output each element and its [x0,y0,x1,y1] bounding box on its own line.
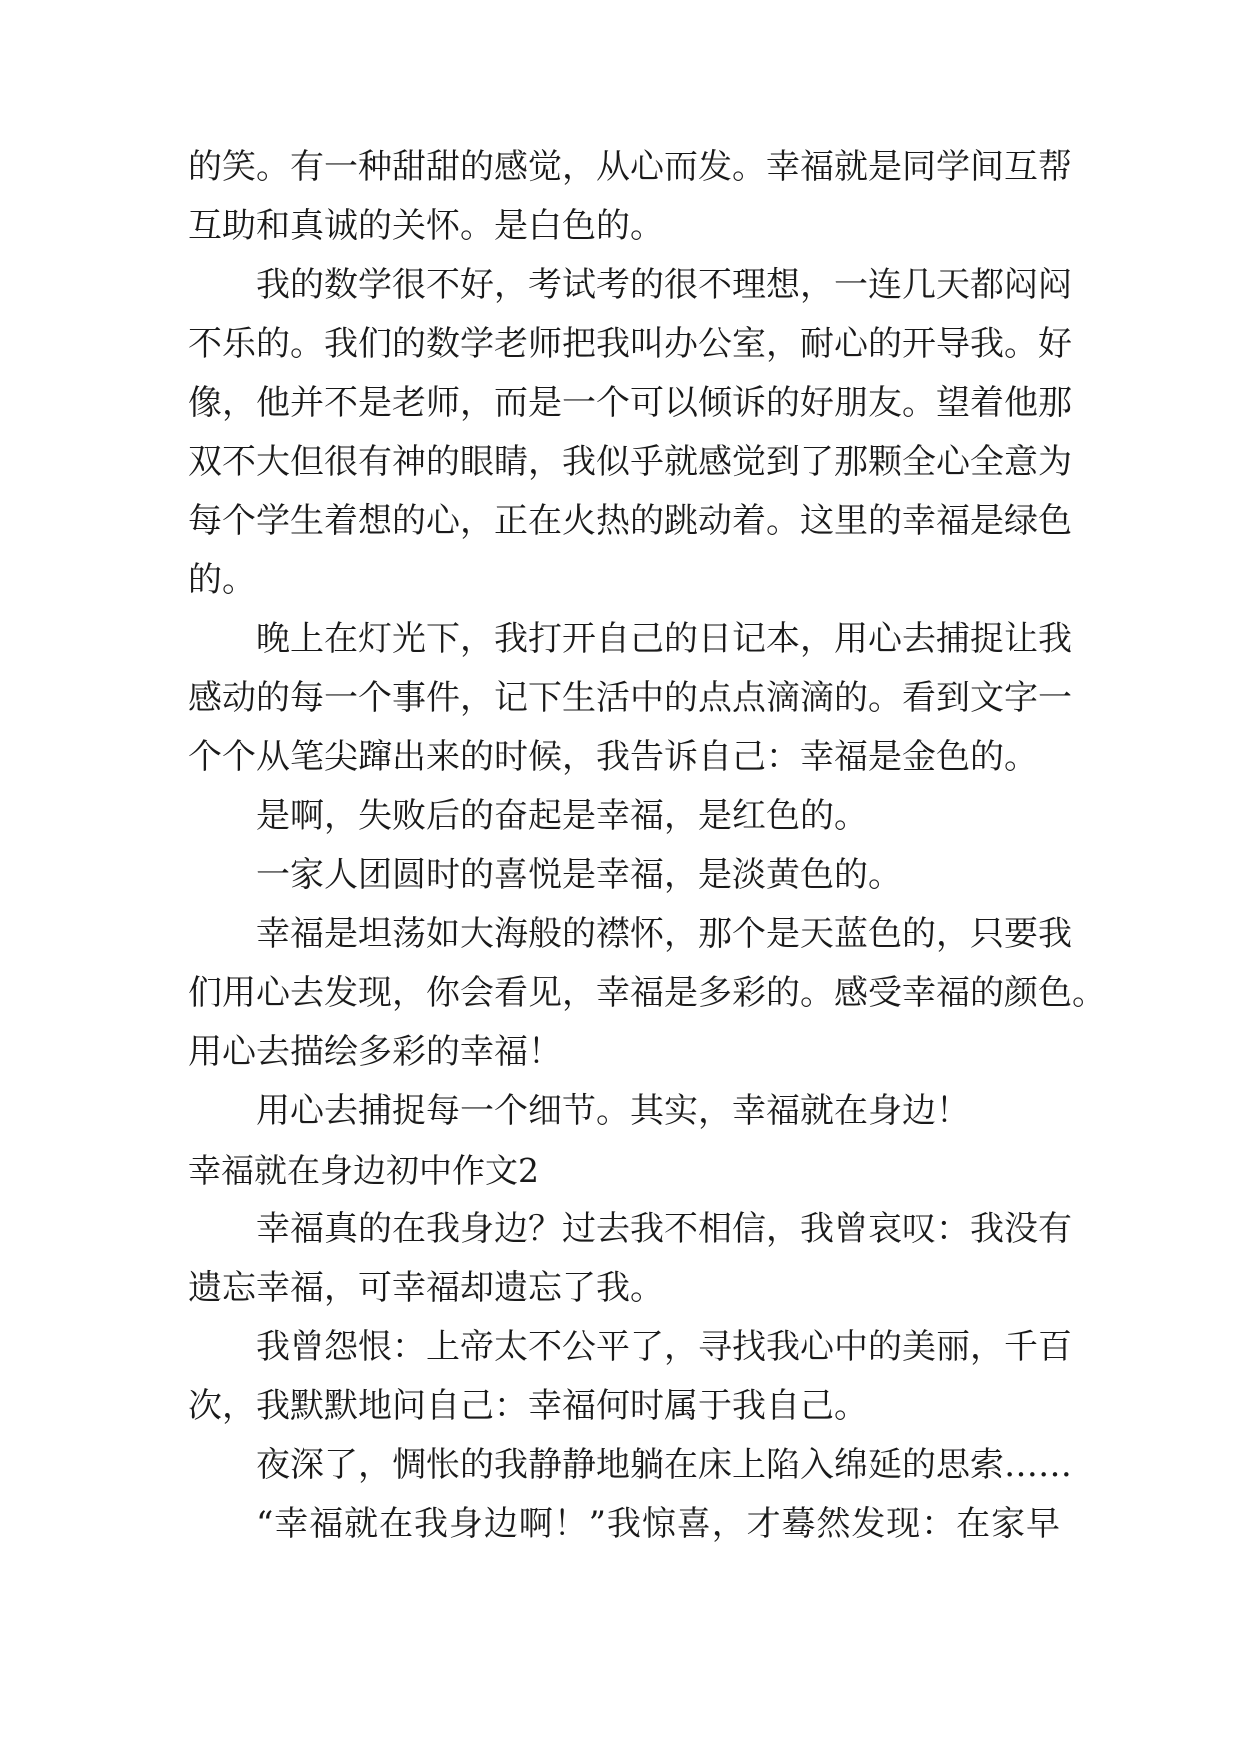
text-line: 次，我默默地问自己：幸福何时属于我自己。 [188,1386,868,1426]
text-line: 个个从笔尖蹿出来的时候，我告诉自己：幸福是金色的。 [188,737,1038,777]
text-line: 互助和真诚的关怀。是白色的。 [188,206,664,246]
text-line: “幸福就在我身边啊！”我惊喜，才蓦然发现：在家早 [256,1504,1060,1544]
text-line: 是啊，失败后的奋起是幸福，是红色的。 [256,796,868,836]
text-line: 幸福真的在我身边？过去我不相信，我曾哀叹：我没有 [256,1209,1072,1249]
text-line: 用心去捕捉每一个细节。其实，幸福就在身边！ [256,1091,970,1131]
text-line: 我曾怨恨：上帝太不公平了，寻找我心中的美丽，千百 [256,1327,1072,1367]
text-line: 不乐的。我们的数学老师把我叫办公室，耐心的开导我。好 [188,324,1072,364]
text-line: 双不大但很有神的眼睛，我似乎就感觉到了那颗全心全意为 [188,442,1072,482]
text-line: 一家人团圆时的喜悦是幸福，是淡黄色的。 [256,855,902,895]
text-line: 每个学生着想的心，正在火热的跳动着。这里的幸福是绿色 [188,501,1072,541]
text-line: 我的数学很不好，考试考的很不理想，一连几天都闷闷 [256,265,1072,305]
text-line: 感动的每一个事件，记下生活中的点点滴滴的。看到文字一 [188,678,1072,718]
text-line: 用心去描绘多彩的幸福！ [188,1032,562,1072]
text-line: 的。 [188,560,256,600]
document-page [188,138,1106,1554]
text-line: 夜深了，惆怅的我静静地躺在床上陷入绵延的思索…… [256,1445,1072,1485]
text-line: 们用心去发现，你会看见，幸福是多彩的。感受幸福的颜色。 [188,973,1106,1013]
text-line: 遗忘幸福，可幸福却遗忘了我。 [188,1268,664,1308]
text-line: 像，他并不是老师，而是一个可以倾诉的好朋友。望着他那 [188,383,1072,423]
text-line: 的笑。有一种甜甜的感觉，从心而发。幸福就是同学间互帮 [188,147,1072,187]
text-line: 幸福是坦荡如大海般的襟怀，那个是天蓝色的，只要我 [256,914,1072,954]
text-line: 晚上在灯光下，我打开自己的日记本，用心去捕捉让我 [256,619,1072,659]
section-title: 幸福就在身边初中作文2 [188,1151,539,1190]
